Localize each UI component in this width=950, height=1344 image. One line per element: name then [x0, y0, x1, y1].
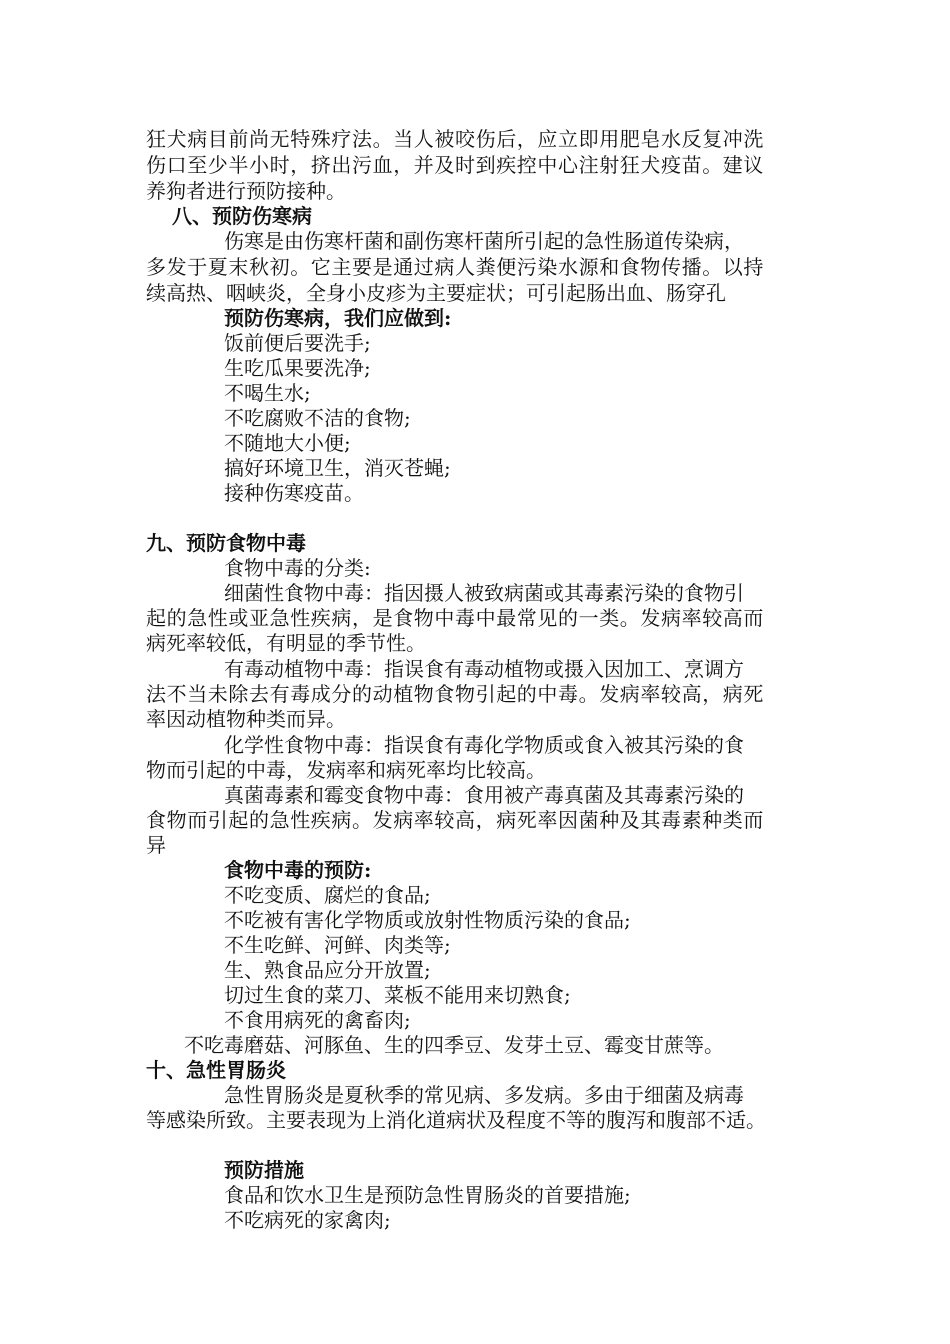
section-8-item: 生吃瓜果要洗净; — [224, 356, 371, 380]
section-8-item: 搞好环境卫生，消灭苍蝇; — [224, 456, 451, 480]
section-7-line-2: 伤口至少半小时，挤出污血，并及时到疾控中心注射狂犬疫苗。建议 — [146, 153, 764, 177]
section-7-line-1: 狂犬病目前尚无特殊疗法。当人被咬伤后，应立即用肥皂水反复冲洗 — [146, 127, 764, 151]
section-9-para-4-line-1: 真菌毒素和霉变食物中毒：食用被产毒真菌及其毒素污染的 — [224, 783, 744, 807]
section-9-item: 不吃变质、腐烂的食品; — [224, 883, 431, 907]
section-8-prevention-heading: 预防伤寒病，我们应做到: — [224, 306, 452, 330]
section-10-item: 食品和饮水卫生是预防急性胃肠炎的首要措施; — [224, 1183, 631, 1207]
section-9-para-3-line-2: 物而引起的中毒，发病率和病死率均比较高。 — [146, 758, 546, 782]
section-8-intro-line-1: 伤寒是由伤寒杆菌和副伤寒杆菌所引起的急性肠道传染病， — [224, 229, 744, 253]
section-8-item: 饭前便后要洗手; — [224, 331, 371, 355]
section-9-para-1-line-3: 病死率较低，有明显的季节性。 — [146, 631, 426, 655]
section-9-item: 切过生食的菜刀、菜板不能用来切熟食; — [224, 983, 571, 1007]
section-8-heading: 八、预防伤寒病 — [172, 204, 312, 228]
section-9-last-item: 不吃毒磨菇、河豚鱼、生的四季豆、发芽土豆、霉变甘蔗等。 — [184, 1033, 724, 1057]
section-8-item: 不吃腐败不洁的食物; — [224, 406, 411, 430]
section-9-classification-label: 食物中毒的分类: — [224, 556, 371, 580]
section-8-item: 不喝生水; — [224, 381, 311, 405]
section-8-item: 接种伤寒疫苗。 — [224, 481, 364, 505]
section-9-item: 不吃被有害化学物质或放射性物质污染的食品; — [224, 908, 631, 932]
section-10-intro-line-1: 急性胃肠炎是夏秋季的常见病、多发病。多由于细菌及病毒 — [224, 1083, 744, 1107]
section-9-para-2-line-1: 有毒动植物中毒：指误食有毒动植物或摄入因加工、烹调方 — [224, 657, 744, 681]
section-9-para-2-line-2: 法不当未除去有毒成分的动植物食物引起的中毒。发病率较高，病死 — [146, 682, 764, 706]
section-9-para-1-line-1: 细菌性食物中毒：指因摄人被致病菌或其毒素污染的食物引 — [224, 581, 744, 605]
section-9-prevention-heading: 食物中毒的预防: — [224, 858, 372, 882]
section-8-intro-line-3: 续高热、咽峡炎，全身小皮疹为主要症状；可引起肠出血、肠穿孔 — [146, 281, 726, 305]
section-9-para-4-line-3: 异 — [146, 833, 166, 857]
section-9-para-3-line-1: 化学性食物中毒：指误食有毒化学物质或食入被其污染的食 — [224, 733, 744, 757]
section-9-para-1-line-2: 起的急性或亚急性疾病，是食物中毒中最常见的一类。发病率较高而 — [146, 606, 764, 630]
section-9-para-4-line-2: 食物而引起的急性疾病。发病率较高，病死率因菌种及其毒素种类而 — [146, 808, 764, 832]
section-10-intro-line-2: 等感染所致。主要表现为上消化道病状及程度不等的腹泻和腹部不适。 — [146, 1108, 766, 1132]
section-7-line-3: 养狗者进行预防接种。 — [146, 179, 346, 203]
section-8-item: 不随地大小便; — [224, 431, 351, 455]
section-9-para-2-line-3: 率因动植物种类而异。 — [146, 707, 346, 731]
section-10-item: 不吃病死的家禽肉; — [224, 1208, 391, 1232]
section-8-intro-line-2: 多发于夏末秋初。它主要是通过病人粪便污染水源和食物传播。以持 — [146, 255, 764, 279]
section-9-heading: 九、预防食物中毒 — [146, 531, 306, 555]
section-10-heading: 十、急性胃肠炎 — [146, 1058, 286, 1082]
section-10-measures-heading: 预防措施 — [224, 1158, 304, 1182]
section-9-item: 不生吃鲜、河鲜、肉类等; — [224, 933, 451, 957]
section-9-item: 生、熟食品应分开放置; — [224, 958, 431, 982]
section-9-item: 不食用病死的禽畜肉; — [224, 1008, 411, 1032]
